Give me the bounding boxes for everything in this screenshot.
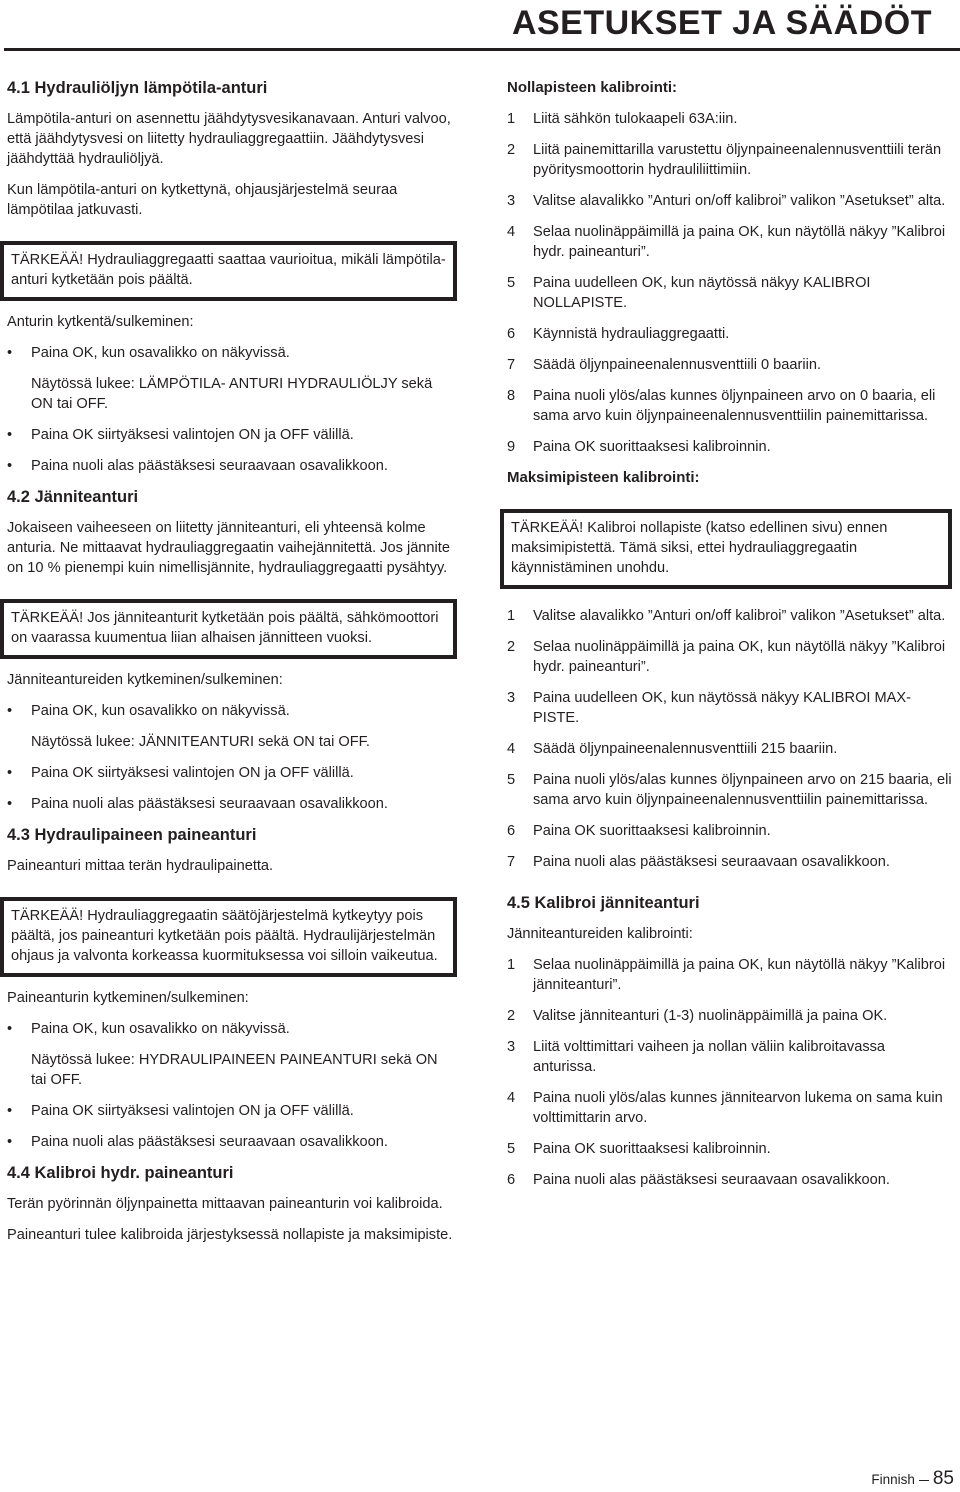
warning-box <box>0 897 457 977</box>
bullet-list <box>7 343 457 476</box>
section-heading-4-1: 4.1 Hydrauliöljyn lämpötila-anturi <box>7 79 268 97</box>
subheading: Jänniteantureiden kytkeminen/sulkeminen: <box>7 672 283 688</box>
list-item: 1 Selaa nuolinäppäimillä ja paina OK, kun näytöllä näkyy ”Kalibroi jänniteanturi”. <box>507 957 946 993</box>
warning-text: TÄRKEÄÄ! Kalibroi nollapiste (katso edellinen sivu) ennen maksimipistettä. Tämä siksi, ettei hydrauliaggregaatin käynnistäminen unohdu. <box>511 520 888 576</box>
list-item: 6 Paina nuoli alas päästäksesi seuraavaan osavalikkoon. <box>507 1172 890 1188</box>
numbered-list <box>507 109 952 457</box>
right-column <box>507 78 952 1201</box>
subheading: Paineanturin kytkeminen/sulkeminen: <box>7 990 249 1006</box>
list-item: • Paina OK siirtyäksesi valintojen ON ja OFF välillä. <box>7 1101 457 1121</box>
warning-box <box>0 241 457 301</box>
list-item: 4 Säädä öljynpaineenalennusventtiili 215 baariin. <box>507 741 838 757</box>
list-item: 7 Paina nuoli alas päästäksesi seuraavaan osavalikkoon. <box>507 854 890 870</box>
paragraph: Lämpötila-anturi on asennettu jäähdytysvesikanavaan. Anturi valvoo, että jäähdytysvesi on liitetty hydrauliaggregaattiin. Jäähdytysvesi jäähdyttää hydrauliöljyä. <box>7 111 451 167</box>
list-item: • Paina nuoli alas päästäksesi seuraavaan osavalikkoon. <box>7 1132 457 1152</box>
left-column <box>7 78 457 1256</box>
title-rule <box>4 48 960 51</box>
bullet-list <box>7 701 457 814</box>
warning-text: TÄRKEÄÄ! Hydrauliaggregaatti saattaa vaurioitua, mikäli lämpötila-anturi kytketään pois päältä. <box>11 252 446 288</box>
list-item: 5 Paina OK suorittaaksesi kalibroinnin. <box>507 1141 771 1157</box>
paragraph: Jokaiseen vaiheeseen on liitetty jänniteanturi, eli yhteensä kolme anturia. Ne mittaavat hydrauliaggregaatin vaihejännitettä. Jos jännite on 10 % pienempi kuin nimellisjännite, hydrauliaggregaatti pysähtyy. <box>7 520 450 576</box>
paragraph: Paineanturi mittaa terän hydraulipainetta. <box>7 858 274 874</box>
list-item: • Paina OK, kun osavalikko on näkyvissä. <box>7 343 457 363</box>
page-footer <box>871 1469 954 1490</box>
list-item: 3 Paina uudelleen OK, kun näytössä näkyy KALIBROI MAX-PISTE. <box>507 690 912 726</box>
list-item: Näytössä lukee: JÄNNITEANTURI sekä ON tai OFF. <box>31 734 370 750</box>
list-item: 9 Paina OK suorittaaksesi kalibroinnin. <box>507 439 771 455</box>
footer-separator <box>919 1480 929 1481</box>
section-heading-4-5: 4.5 Kalibroi jänniteanturi <box>507 894 700 912</box>
warning-text: TÄRKEÄÄ! Jos jänniteanturit kytketään pois päältä, sähkömoottori on vaarassa kuumentua liian alhaisen jännitteen vuoksi. <box>11 610 439 646</box>
list-item: 2 Valitse jänniteanturi (1-3) nuolinäppäimillä ja paina OK. <box>507 1008 888 1024</box>
list-item: 3 Valitse alavalikko ”Anturi on/off kalibroi” valikon ”Asetukset” alta. <box>507 193 946 209</box>
list-item: 4 Selaa nuolinäppäimillä ja paina OK, kun näytöllä näkyy ”Kalibroi hydr. paineanturi”. <box>507 224 946 260</box>
paragraph: Paineanturi tulee kalibroida järjestyksessä nollapiste ja maksimipiste. <box>7 1227 453 1243</box>
warning-box <box>500 509 952 589</box>
list-item: 5 Paina uudelleen OK, kun näytössä näkyy KALIBROI NOLLAPISTE. <box>507 275 871 311</box>
numbered-list <box>507 606 952 872</box>
subsection-heading-zero: Nollapisteen kalibrointi: <box>507 79 678 96</box>
bullet-list <box>7 1019 457 1152</box>
list-item: 4 Paina nuoli ylös/alas kunnes jännitearvon lukema on sama kuin volttimittarin arvo. <box>507 1090 943 1126</box>
warning-box <box>0 599 457 659</box>
list-item: • Paina OK, kun osavalikko on näkyvissä. <box>7 1019 457 1039</box>
section-heading-4-4: 4.4 Kalibroi hydr. paineanturi <box>7 1164 234 1182</box>
list-item: 6 Käynnistä hydrauliaggregaatti. <box>507 326 730 342</box>
list-item: 5 Paina nuoli ylös/alas kunnes öljynpaineen arvo on 215 baaria, eli sama arvo kuin öljynpaineenalennusventtiilin painemittarissa. <box>507 772 952 808</box>
list-item: 1 Liitä sähkön tulokaapeli 63A:iin. <box>507 111 738 127</box>
paragraph: Kun lämpötila-anturi on kytkettynä, ohjausjärjestelmä seuraa lämpötilaa jatkuvasti. <box>7 182 398 218</box>
page-number: 85 <box>932 1468 954 1489</box>
list-item: Näytössä lukee: HYDRAULIPAINEEN PAINEANTURI sekä ON tai OFF. <box>31 1052 438 1088</box>
subheading: Jänniteantureiden kalibrointi: <box>507 926 693 942</box>
list-item: 7 Säädä öljynpaineenalennusventtiili 0 baariin. <box>507 357 822 373</box>
list-item: • Paina nuoli alas päästäksesi seuraavaan osavalikkoon. <box>7 456 457 476</box>
list-item: • Paina OK siirtyäksesi valintojen ON ja OFF välillä. <box>7 763 457 783</box>
subheading: Anturin kytkentä/sulkeminen: <box>7 314 194 330</box>
numbered-list <box>507 955 952 1190</box>
list-item: 8 Paina nuoli ylös/alas kunnes öljynpaineen arvo on 0 baaria, eli sama arvo kuin öljynpaineenalennusventtiilin painemittarissa. <box>507 388 936 424</box>
paragraph: Terän pyörinnän öljynpainetta mittaavan paineanturin voi kalibroida. <box>7 1196 443 1212</box>
list-item: • Paina OK siirtyäksesi valintojen ON ja OFF välillä. <box>7 425 457 445</box>
subsection-heading-max: Maksimipisteen kalibrointi: <box>507 469 700 486</box>
section-heading-4-2: 4.2 Jänniteanturi <box>7 488 139 506</box>
list-item: • Paina OK, kun osavalikko on näkyvissä. <box>7 701 457 721</box>
list-item: 3 Liitä volttimittari vaiheen ja nollan väliin kalibroitavassa anturissa. <box>507 1039 886 1075</box>
page-title: ASETUKSET JA SÄÄDÖT <box>511 4 932 42</box>
list-item: • Paina nuoli alas päästäksesi seuraavaan osavalikkoon. <box>7 794 457 814</box>
warning-text: TÄRKEÄÄ! Hydrauliaggregaatin säätöjärjestelmä kytkeytyy pois päältä, jos paineanturi kytketään pois päältä. Hydraulijärjestelmän ohjaus ja valvonta korkeassa kuormituksessa voi silloin vaikeutua. <box>11 908 438 964</box>
list-item: 2 Selaa nuolinäppäimillä ja paina OK, kun näytöllä näkyy ”Kalibroi hydr. paineanturi”. <box>507 639 946 675</box>
list-item: 1 Valitse alavalikko ”Anturi on/off kalibroi” valikon ”Asetukset” alta. <box>507 608 946 624</box>
section-heading-4-3: 4.3 Hydraulipaineen paineanturi <box>7 826 257 844</box>
footer-language: Finnish <box>871 1472 915 1487</box>
list-item: 2 Liitä painemittarilla varustettu öljynpaineenalennusventtiili terän pyöritysmoottorin hydrauliliittimiin. <box>507 142 942 178</box>
list-item: Näytössä lukee: LÄMPÖTILA- ANTURI HYDRAULIÖLJY sekä ON tai OFF. <box>31 376 433 412</box>
list-item: 6 Paina OK suorittaaksesi kalibroinnin. <box>507 823 771 839</box>
